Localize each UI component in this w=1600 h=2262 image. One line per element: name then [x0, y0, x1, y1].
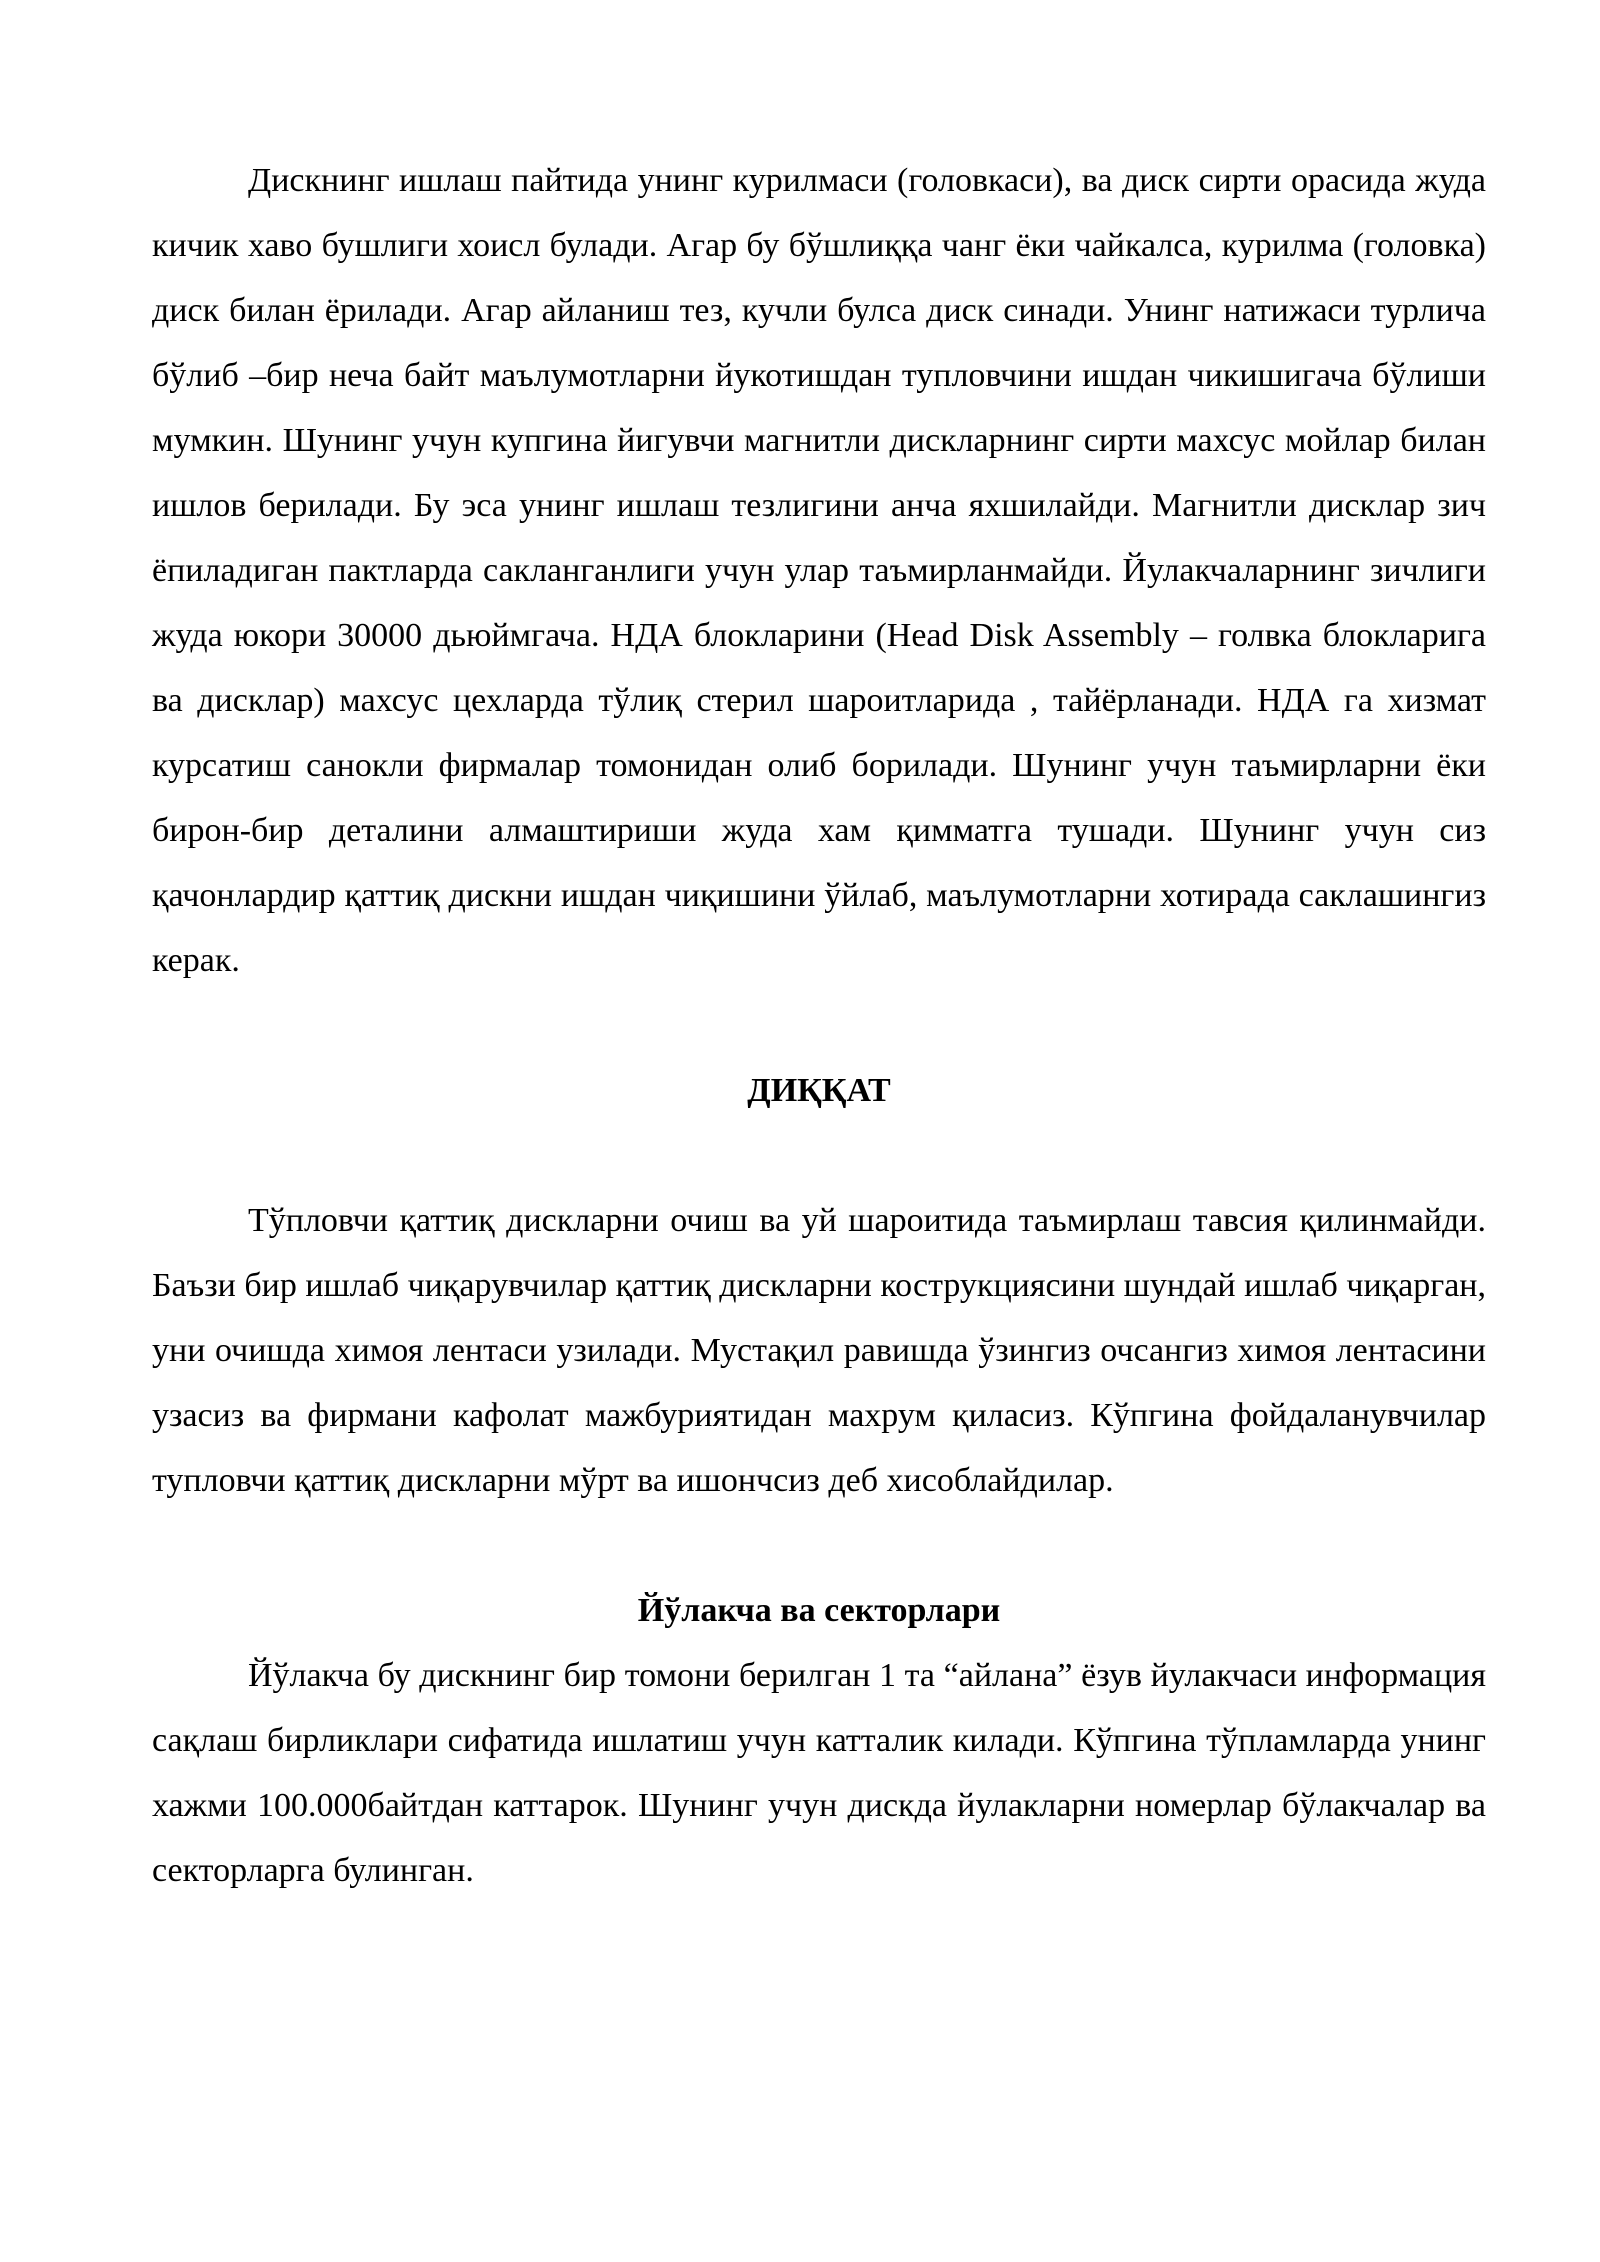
heading-tracks-sectors: Йўлакча ва секторлари: [637, 1592, 1001, 1629]
spacer: [152, 993, 1486, 1058]
paragraph-warning: Тўпловчи қаттиқ дискларни очиш ва уй шароитида таъмирлаш тавсия қилинмайди. Баъзи бир ишлаб чиқарувчилар қаттиқ дискларни кострукциясини шундай ишлаб чиқарган, уни очишда химоя лентаси узилади. Мустақил равишда ўзингиз очсангиз химоя лентасини узасиз ва фирмани кафолат мажбуриятидан махрум қиласиз. Кўпгина фойдаланувчилар тупловчи қаттиқ дискларни мўрт ва ишончсиз деб хисоблайдилар.: [152, 1202, 1486, 1499]
spacer: [152, 1123, 1486, 1188]
heading-attention: ДИҚҚАТ: [747, 1072, 891, 1109]
paragraph-disk-operation: Дискнинг ишлаш пайтида унинг курилмаси (головкаси), ва диск сирти орасида жуда кичик хаво бушлиги хоисл булади. Агар бу бўшлиққа чанг ёки чайкалса, курилма (головка) диск билан ёрилади. Агар айланиш тез, кучли булса диск синади. Унинг натижаси турлича бўлиб –бир неча байт маълумотларни йукотишдан тупловчини ишдан чикишигача бўлиши мумкин. Шунинг учун купгина йигувчи магнитли дискларнинг сирти махсус мойлар билан ишлов берилади. Бу эса унинг ишлаш тезлигини анча яхшилайди. Магнитли дисклар зич ёпиладиган пактларда сакланганлиги учун улар таъмирланмайди. Йулакчаларнинг зичлиги жуда юкори 30000 дьюймгача. НДА блокларини (Head Disk Assembly – голвка блокларига ва дисклар) махсус цехларда тўлиқ стерил шароитларида , тайёрланади. НДА га хизмат курсатиш санокли фирмалар томонидан олиб борилади. Шунинг учун таъмирларни ёки бирон-бир деталини алмаштириши жуда хам қимматга тушади. Шунинг учун сиз қачонлардир қаттиқ дискни ишдан чиқишини ўйлаб, маълумотларни хотирада саклашингиз керак.: [152, 162, 1486, 979]
spacer: [152, 1513, 1486, 1578]
paragraph-tracks: Йўлакча бу дискнинг бир томони берилган 1 та “айлана” ёзув йулакчаси информация сақлаш бирликлари сифатида ишлатиш учун катталик килади. Кўпгина тўпламларда унинг хажми 100.000байтдан каттарок. Шунинг учун дискда йулакларни номерлар бўлакчалар ва секторларга булинган.: [152, 1657, 1486, 1889]
document-page: [152, 148, 1486, 1903]
